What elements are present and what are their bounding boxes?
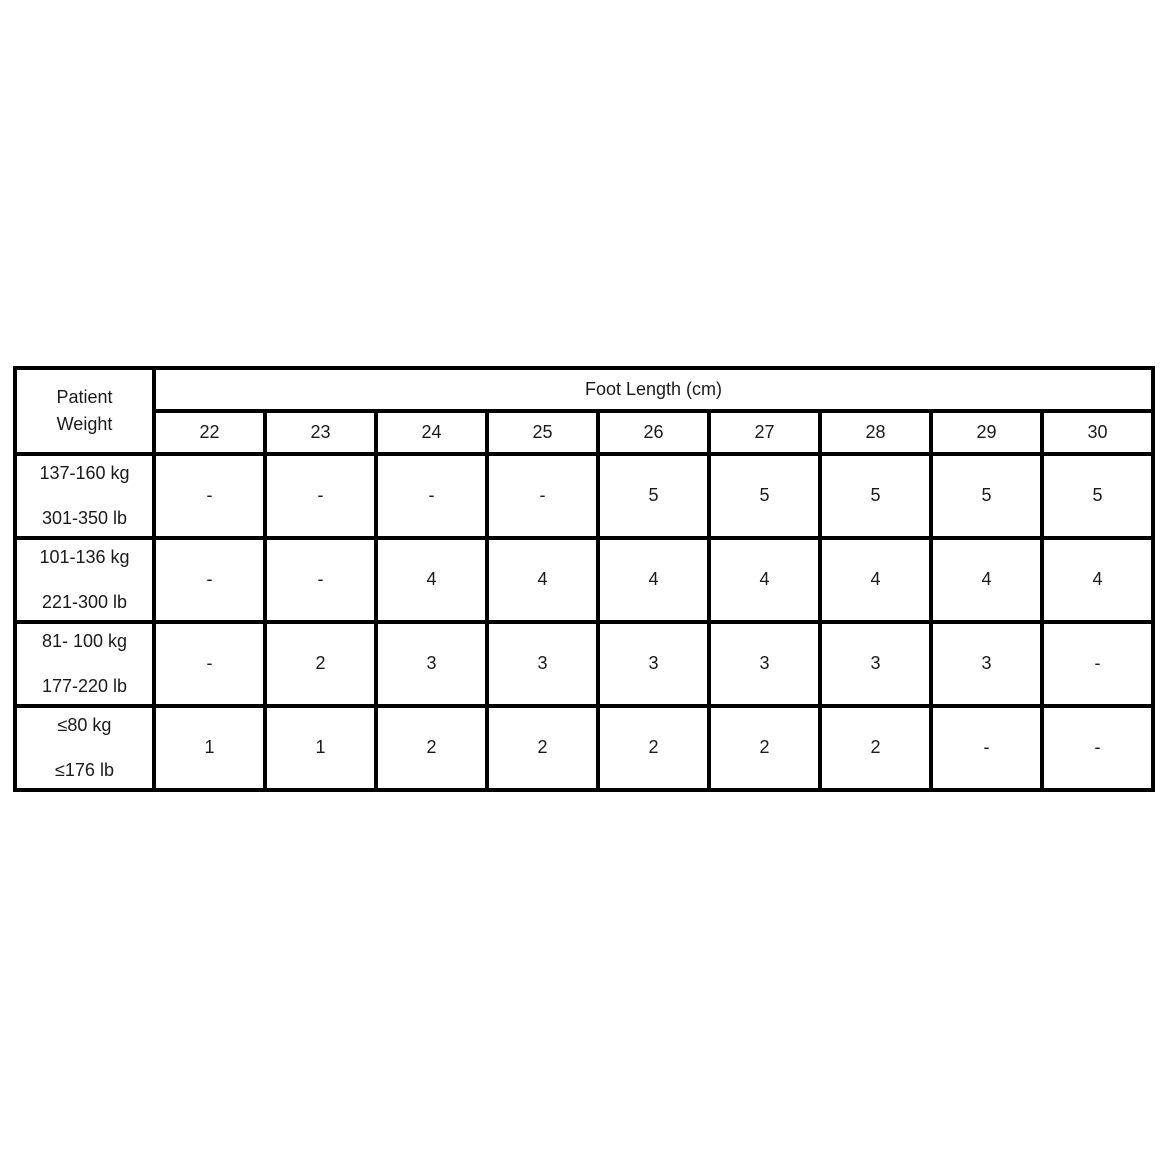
patient-weight-header-cell (15, 368, 154, 454)
patient-weight-header-line2: Weight (56, 414, 113, 434)
col-header-26: 26 (598, 411, 709, 454)
weight-lb-label: ≤176 lb (55, 759, 114, 780)
foot-length-header-cell: Foot Length (cm) (154, 368, 1153, 411)
cell-r1-c25: - (487, 454, 598, 538)
row-label-101-136kg (15, 538, 154, 622)
cell-r1-c24: - (376, 454, 487, 538)
row-label-137-160kg (15, 454, 154, 538)
cell-r1-c22: - (154, 454, 265, 538)
cell-r3-c27: 3 (709, 622, 820, 706)
cell-r3-c28: 3 (820, 622, 931, 706)
header-row-span (15, 368, 1153, 411)
weight-kg-label: ≤80 kg (57, 714, 112, 735)
row-label-under-80kg (15, 706, 154, 790)
cell-r1-c30: 5 (1042, 454, 1153, 538)
row-label-stack (17, 715, 152, 781)
cell-r3-c24: 3 (376, 622, 487, 706)
row-label-stack (17, 463, 152, 529)
cell-r2-c27: 4 (709, 538, 820, 622)
weight-lb-label: 301-350 lb (41, 507, 128, 528)
weight-kg-label: 137-160 kg (39, 462, 130, 483)
cell-r3-c25: 3 (487, 622, 598, 706)
patient-weight-header-line1: Patient (56, 387, 113, 407)
cell-r4-c22: 1 (154, 706, 265, 790)
col-header-25: 25 (487, 411, 598, 454)
row-label-81-100kg (15, 622, 154, 706)
cell-r4-c30: - (1042, 706, 1153, 790)
cell-r4-c25: 2 (487, 706, 598, 790)
weight-lb-label: 221-300 lb (41, 591, 128, 612)
cell-r4-c28: 2 (820, 706, 931, 790)
foot-length-sizing-table (13, 366, 1155, 792)
col-header-24: 24 (376, 411, 487, 454)
col-header-28: 28 (820, 411, 931, 454)
col-header-23: 23 (265, 411, 376, 454)
cell-r2-c29: 4 (931, 538, 1042, 622)
cell-r4-c23: 1 (265, 706, 376, 790)
cell-r3-c29: 3 (931, 622, 1042, 706)
cell-r4-c27: 2 (709, 706, 820, 790)
cell-r2-c28: 4 (820, 538, 931, 622)
cell-r1-c23: - (265, 454, 376, 538)
header-row-sizes (15, 411, 1153, 454)
weight-kg-label: 101-136 kg (39, 546, 130, 567)
cell-r4-c29: - (931, 706, 1042, 790)
cell-r3-c30: - (1042, 622, 1153, 706)
cell-r3-c22: - (154, 622, 265, 706)
cell-r2-c30: 4 (1042, 538, 1153, 622)
col-header-29: 29 (931, 411, 1042, 454)
cell-r4-c26: 2 (598, 706, 709, 790)
table-row-101-136kg (15, 538, 1153, 622)
cell-r2-c24: 4 (376, 538, 487, 622)
table-row-81-100kg (15, 622, 1153, 706)
cell-r2-c25: 4 (487, 538, 598, 622)
col-header-22: 22 (154, 411, 265, 454)
cell-r3-c23: 2 (265, 622, 376, 706)
cell-r3-c26: 3 (598, 622, 709, 706)
cell-r2-c26: 4 (598, 538, 709, 622)
cell-r1-c29: 5 (931, 454, 1042, 538)
row-label-stack (17, 631, 152, 697)
weight-lb-label: 177-220 lb (41, 675, 128, 696)
cell-r1-c26: 5 (598, 454, 709, 538)
cell-r2-c23: - (265, 538, 376, 622)
weight-kg-label: 81- 100 kg (41, 630, 128, 651)
col-header-30: 30 (1042, 411, 1153, 454)
patient-weight-header-stack (17, 384, 152, 438)
table-row-under-80kg (15, 706, 1153, 790)
row-label-stack (17, 547, 152, 613)
cell-r2-c22: - (154, 538, 265, 622)
col-header-27: 27 (709, 411, 820, 454)
cell-r4-c24: 2 (376, 706, 487, 790)
cell-r1-c27: 5 (709, 454, 820, 538)
table-row-137-160kg (15, 454, 1153, 538)
cell-r1-c28: 5 (820, 454, 931, 538)
